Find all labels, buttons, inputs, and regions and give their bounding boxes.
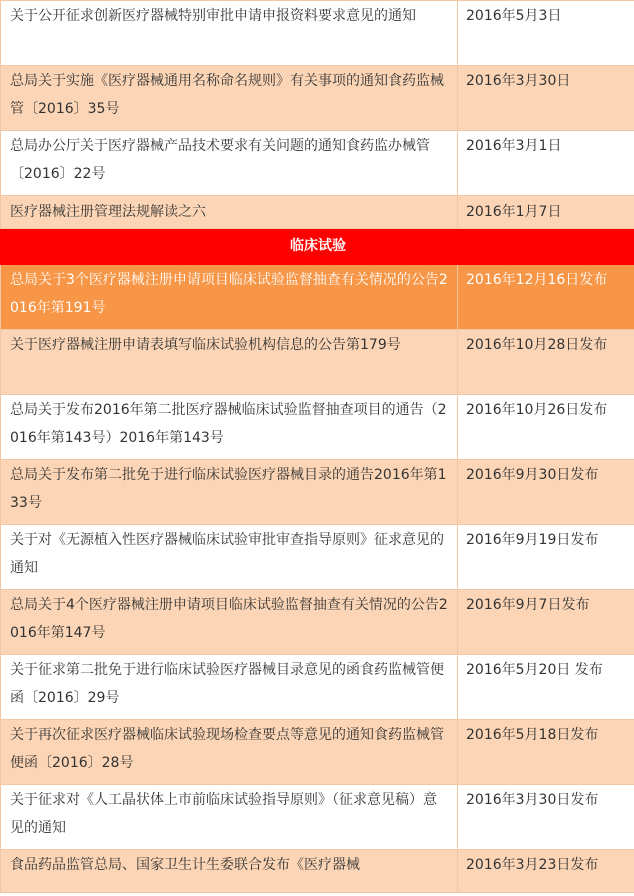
row-title-link[interactable]: 总局办公厅关于医疗器械产品技术要求有关问题的通知食药监办械管〔2016〕22号 — [1, 131, 458, 196]
row-date: 2016年3月23日发布 — [458, 850, 634, 893]
row-date: 2016年9月19日发布 — [458, 525, 634, 590]
table-row — [1, 720, 634, 785]
row-date: 2016年3月30日发布 — [458, 785, 634, 850]
table-row — [1, 131, 634, 196]
row-date: 2016年9月30日发布 — [458, 460, 634, 525]
row-title-link[interactable]: 总局关于发布2016年第二批医疗器械临床试验监督抽查项目的通告（2016年第143号）2016年第143号 — [1, 395, 458, 460]
row-date: 2016年1月7日 — [458, 196, 634, 229]
table-row — [1, 330, 634, 395]
table-row — [1, 460, 634, 525]
row-title-link[interactable]: 总局关于实施《医疗器械通用名称命名规则》有关事项的通知食药监械管〔2016〕35号 — [1, 66, 458, 131]
row-date: 2016年12月16日发布 — [458, 265, 634, 330]
row-title-link[interactable]: 总局关于4个医疗器械注册申请项目临床试验监督抽查有关情况的公告2016年第147号 — [1, 590, 458, 655]
table-row — [1, 196, 634, 229]
table-row — [1, 525, 634, 590]
table-row — [1, 66, 634, 131]
table-row-highlighted — [1, 265, 634, 330]
row-title-link[interactable]: 关于征求第二批免于进行临床试验医疗器械目录意见的函食药监械管便函〔2016〕29号 — [1, 655, 458, 720]
row-date: 2016年5月3日 — [458, 1, 634, 66]
row-title-link[interactable]: 关于再次征求医疗器械临床试验现场检查要点等意见的通知食药监械管便函〔2016〕28号 — [1, 720, 458, 785]
section-header-row — [1, 229, 634, 265]
row-date: 2016年3月1日 — [458, 131, 634, 196]
row-date: 2016年5月20日 发布 — [458, 655, 634, 720]
row-date: 2016年9月7日发布 — [458, 590, 634, 655]
section-title: 临床试验 — [1, 229, 634, 265]
row-title-link[interactable]: 关于对《无源植入性医疗器械临床试验审批审查指导原则》征求意见的通知 — [1, 525, 458, 590]
row-date: 2016年5月18日发布 — [458, 720, 634, 785]
row-title-link[interactable]: 总局关于发布第二批免于进行临床试验医疗器械目录的通告2016年第133号 — [1, 460, 458, 525]
row-title-link[interactable]: 关于征求对《人工晶状体上市前临床试验指导原则》（征求意见稿）意见的通知 — [1, 785, 458, 850]
table-row — [1, 785, 634, 850]
table-row — [1, 395, 634, 460]
row-title-link[interactable]: 总局关于3个医疗器械注册申请项目临床试验监督抽查有关情况的公告2016年第191号 — [1, 265, 458, 330]
row-date: 2016年10月28日发布 — [458, 330, 634, 395]
row-date: 2016年3月30日 — [458, 66, 634, 131]
row-title-link[interactable]: 关于公开征求创新医疗器械特别审批申请申报资料要求意见的通知 — [1, 1, 458, 66]
table-row — [1, 655, 634, 720]
table-row — [1, 850, 634, 893]
table-row — [1, 590, 634, 655]
row-date: 2016年10月26日发布 — [458, 395, 634, 460]
row-title-link[interactable]: 食品药品监管总局、国家卫生计生委联合发布《医疗器械 — [1, 850, 458, 893]
row-title-link[interactable]: 医疗器械注册管理法规解读之六 — [1, 196, 458, 229]
row-title-link[interactable]: 关于医疗器械注册申请表填写临床试验机构信息的公告第179号 — [1, 330, 458, 395]
table-row — [1, 1, 634, 66]
